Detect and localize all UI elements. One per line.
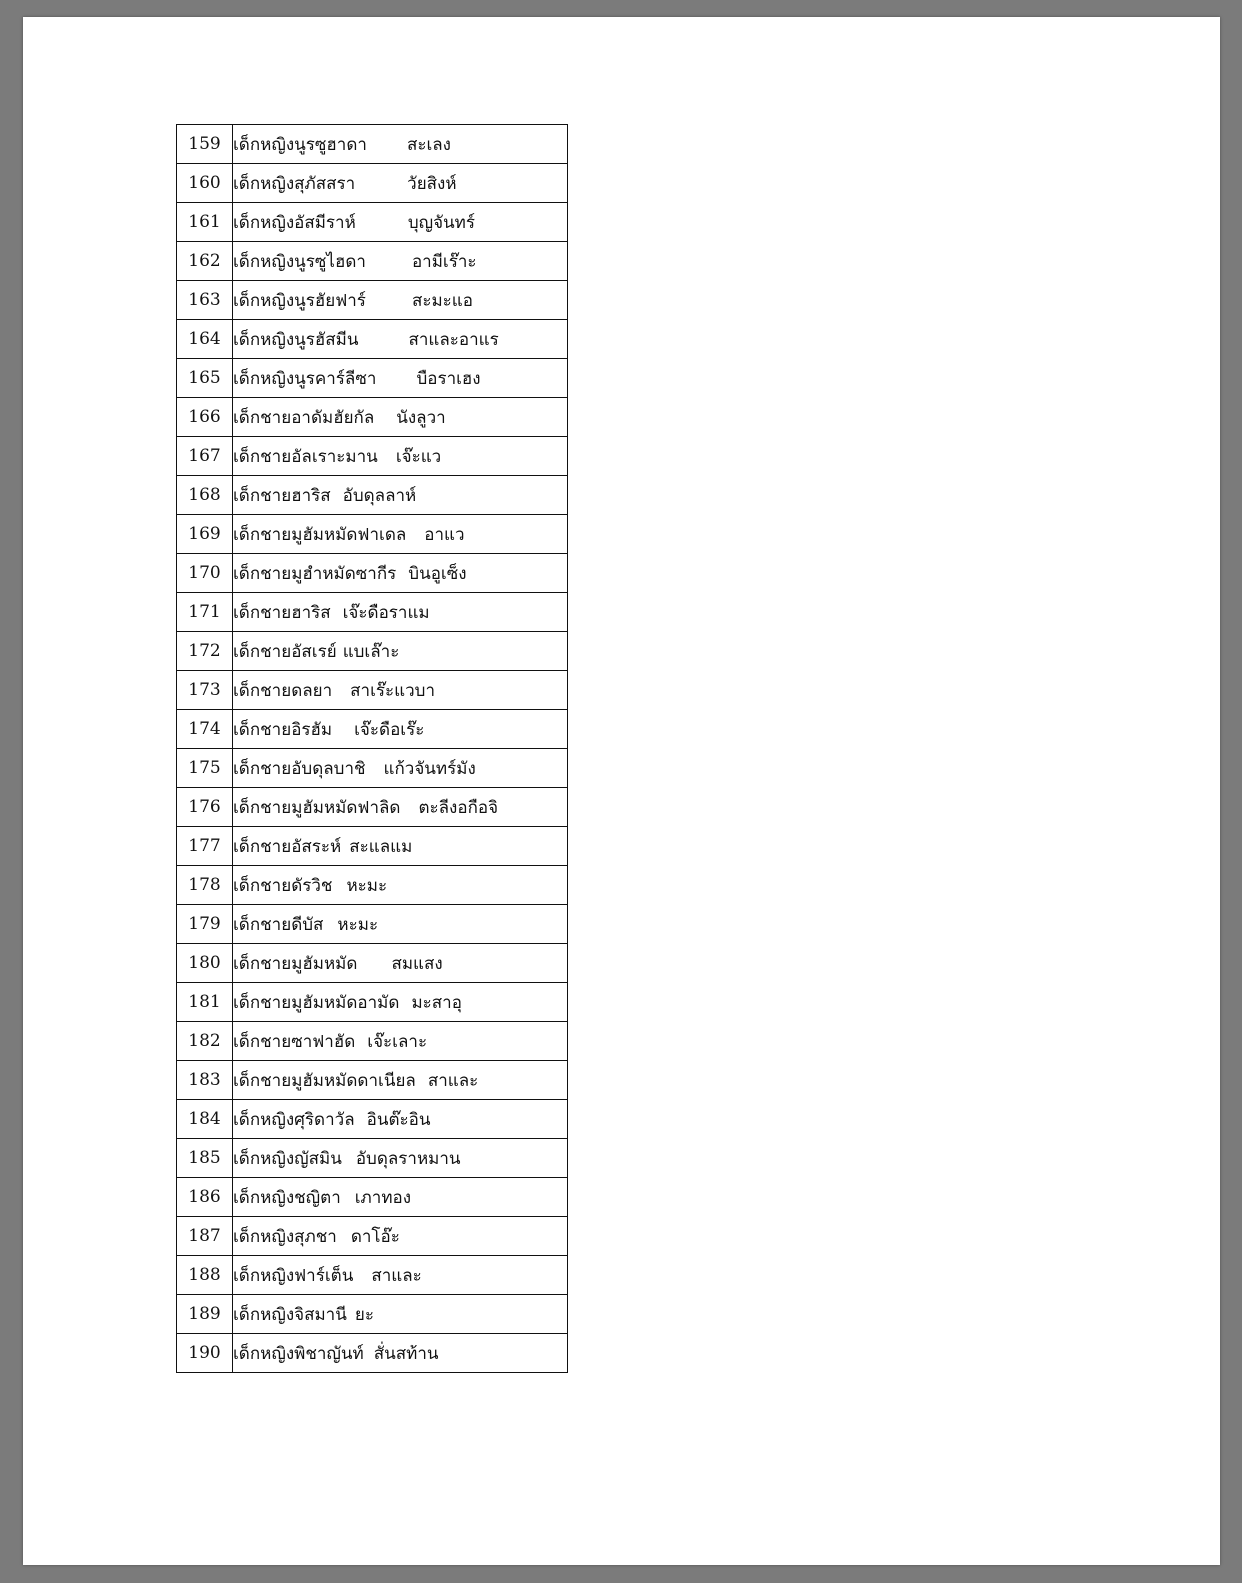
student-name-cell <box>233 710 568 749</box>
table-row <box>177 749 568 788</box>
last-name: เภาทอง <box>354 1187 412 1208</box>
student-name-cell <box>233 593 568 632</box>
first-name: เด็กชายมูฮัมหมัดดาเนียล <box>233 1070 416 1091</box>
row-number: 175 <box>177 749 233 788</box>
last-name: บือราเฮง <box>416 368 481 389</box>
row-number: 181 <box>177 983 233 1022</box>
table-row <box>177 359 568 398</box>
student-name-cell <box>233 1295 568 1334</box>
table-row <box>177 203 568 242</box>
table-row <box>177 983 568 1022</box>
row-number: 179 <box>177 905 233 944</box>
first-name: เด็กชายอับดุลบาชิ <box>233 758 366 779</box>
row-number: 160 <box>177 164 233 203</box>
first-name: เด็กหญิงนูรซูฮาดา <box>233 134 367 155</box>
last-name: สาเร๊ะแวบา <box>350 680 435 701</box>
first-name: เด็กหญิงจิสมานี <box>233 1304 347 1325</box>
table-row <box>177 1256 568 1295</box>
student-name-cell <box>233 164 568 203</box>
last-name: ตะลีงอกือจิ <box>418 797 499 818</box>
last-name: อามีเร๊าะ <box>411 251 477 272</box>
table-row <box>177 1100 568 1139</box>
last-name: สั่นสท้าน <box>373 1343 439 1364</box>
row-number: 184 <box>177 1100 233 1139</box>
row-number: 166 <box>177 398 233 437</box>
first-name: เด็กชายมูฮัมหมัด <box>233 953 358 974</box>
table-row <box>177 398 568 437</box>
student-name-cell <box>233 281 568 320</box>
table-row <box>177 710 568 749</box>
row-number: 172 <box>177 632 233 671</box>
first-name: เด็กชายอัสเรย์ <box>233 641 337 662</box>
table-row <box>177 671 568 710</box>
row-number: 168 <box>177 476 233 515</box>
student-name-cell <box>233 1334 568 1373</box>
row-number: 161 <box>177 203 233 242</box>
first-name: เด็กหญิงฟาร์เต็น <box>233 1265 354 1286</box>
first-name: เด็กชายมูฮัมหมัดอามัด <box>233 992 400 1013</box>
student-name-cell <box>233 1061 568 1100</box>
row-number: 162 <box>177 242 233 281</box>
student-name-cell <box>233 1178 568 1217</box>
row-number: 182 <box>177 1022 233 1061</box>
student-name-cell <box>233 125 568 164</box>
first-name: เด็กชายฮาริส <box>233 602 331 623</box>
table-row <box>177 1061 568 1100</box>
first-name: เด็กหญิงนูรคาร์ลีซา <box>233 368 377 389</box>
table-row <box>177 866 568 905</box>
table-row <box>177 1178 568 1217</box>
row-number: 173 <box>177 671 233 710</box>
student-name-cell <box>233 359 568 398</box>
table-row <box>177 242 568 281</box>
student-name-cell <box>233 827 568 866</box>
row-number: 167 <box>177 437 233 476</box>
last-name: หะมะ <box>337 914 379 935</box>
last-name: นังลูวา <box>396 407 446 428</box>
table-row <box>177 827 568 866</box>
student-name-cell <box>233 476 568 515</box>
student-name-cell <box>233 515 568 554</box>
table-row <box>177 944 568 983</box>
first-name: เด็กชายดลยา <box>233 680 333 701</box>
student-name-cell <box>233 1139 568 1178</box>
last-name: เจ๊ะดือราแม <box>342 602 430 623</box>
first-name: เด็กชายมูฮัมหมัดฟาเดล <box>233 524 407 545</box>
table-row <box>177 281 568 320</box>
row-number: 188 <box>177 1256 233 1295</box>
table-row <box>177 476 568 515</box>
last-name: สะแลแม <box>349 836 413 857</box>
row-number: 180 <box>177 944 233 983</box>
last-name: เจ๊ะแว <box>395 446 442 467</box>
row-number: 171 <box>177 593 233 632</box>
first-name: เด็กชายมูฮัมหมัดฟาลิด <box>233 797 401 818</box>
last-name: สะเลง <box>406 134 451 155</box>
student-name-cell <box>233 944 568 983</box>
last-name: เจ๊ะดือเร๊ะ <box>354 719 425 740</box>
student-name-cell <box>233 437 568 476</box>
student-name-cell <box>233 1022 568 1061</box>
last-name: สาและ <box>427 1070 479 1091</box>
table-row <box>177 125 568 164</box>
first-name: เด็กชายซาฟาฮัด <box>233 1031 356 1052</box>
last-name: อินต๊ะอิน <box>366 1109 431 1130</box>
row-number: 189 <box>177 1295 233 1334</box>
row-number: 187 <box>177 1217 233 1256</box>
last-name: อับดุลลาห์ <box>342 485 417 506</box>
row-number: 170 <box>177 554 233 593</box>
table-row <box>177 905 568 944</box>
student-name-cell <box>233 866 568 905</box>
last-name: วัยสิงห์ <box>407 173 457 194</box>
first-name: เด็กหญิงญัสมิน <box>233 1148 342 1169</box>
student-name-cell <box>233 554 568 593</box>
first-name: เด็กชายดัรวิช <box>233 875 333 896</box>
roster-body <box>177 125 568 1373</box>
last-name: แบเล๊าะ <box>342 641 400 662</box>
first-name: เด็กชายมูฮำหมัดซากีร <box>233 563 397 584</box>
first-name: เด็กชายอาดัมฮัยกัล <box>233 407 375 428</box>
first-name: เด็กชายอิรฮัม <box>233 719 333 740</box>
student-name-cell <box>233 788 568 827</box>
first-name: เด็กหญิงสุภชา <box>233 1226 337 1247</box>
row-number: 163 <box>177 281 233 320</box>
row-number: 177 <box>177 827 233 866</box>
document-page <box>23 17 1220 1565</box>
student-roster-table <box>176 124 568 1373</box>
first-name: เด็กหญิงนูรซูไฮดา <box>233 251 366 272</box>
first-name: เด็กหญิงชญิตา <box>233 1187 341 1208</box>
first-name: เด็กชายฮาริส <box>233 485 331 506</box>
table-row <box>177 1022 568 1061</box>
last-name: บินอูเซ็ง <box>408 563 467 584</box>
row-number: 185 <box>177 1139 233 1178</box>
student-name-cell <box>233 1217 568 1256</box>
student-name-cell <box>233 983 568 1022</box>
student-name-cell <box>233 671 568 710</box>
table-row <box>177 788 568 827</box>
last-name: อาแว <box>424 524 465 545</box>
table-row <box>177 1334 568 1373</box>
last-name: ยะ <box>354 1304 374 1325</box>
student-name-cell <box>233 1256 568 1295</box>
table-row <box>177 437 568 476</box>
student-name-cell <box>233 320 568 359</box>
student-name-cell <box>233 398 568 437</box>
table-row <box>177 1217 568 1256</box>
first-name: เด็กหญิงสุภัสสรา <box>233 173 356 194</box>
row-number: 176 <box>177 788 233 827</box>
table-row <box>177 515 568 554</box>
student-name-cell <box>233 632 568 671</box>
row-number: 174 <box>177 710 233 749</box>
student-name-cell <box>233 905 568 944</box>
last-name: สะมะแอ <box>411 290 473 311</box>
table-row <box>177 632 568 671</box>
last-name: สาและ <box>371 1265 422 1286</box>
last-name: เจ๊ะเลาะ <box>367 1031 428 1052</box>
row-number: 169 <box>177 515 233 554</box>
row-number: 183 <box>177 1061 233 1100</box>
first-name: เด็กหญิงศุริดาวัล <box>233 1109 355 1130</box>
student-name-cell <box>233 242 568 281</box>
student-name-cell <box>233 749 568 788</box>
last-name: มะสาอุ <box>411 992 462 1013</box>
row-number: 178 <box>177 866 233 905</box>
row-number: 159 <box>177 125 233 164</box>
last-name: แก้วจันทร์มัง <box>383 758 476 779</box>
first-name: เด็กชายอัลเราะมาน <box>233 446 378 467</box>
row-number: 164 <box>177 320 233 359</box>
student-name-cell <box>233 1100 568 1139</box>
last-name: ดาโอ๊ะ <box>350 1226 400 1247</box>
first-name: เด็กหญิงนูรฮัยฟาร์ <box>233 290 366 311</box>
table-row <box>177 1295 568 1334</box>
row-number: 186 <box>177 1178 233 1217</box>
table-row <box>177 1139 568 1178</box>
table-row <box>177 164 568 203</box>
first-name: เด็กชายดีบัส <box>233 914 324 935</box>
last-name: อับดุลราหมาน <box>355 1148 461 1169</box>
row-number: 165 <box>177 359 233 398</box>
first-name: เด็กหญิงอัสมีราห์ <box>233 212 356 233</box>
first-name: เด็กชายอัสระห์ <box>233 836 342 857</box>
last-name: บุญจันทร์ <box>407 212 476 233</box>
table-row <box>177 554 568 593</box>
last-name: สมแสง <box>391 953 443 974</box>
last-name: สาและอาแร <box>408 329 499 350</box>
first-name: เด็กหญิงนูรฮัสมีน <box>233 329 359 350</box>
table-row <box>177 593 568 632</box>
student-name-cell <box>233 203 568 242</box>
row-number: 190 <box>177 1334 233 1373</box>
table-row <box>177 320 568 359</box>
first-name: เด็กหญิงพิชาญันท์ <box>233 1343 364 1364</box>
last-name: หะมะ <box>346 875 388 896</box>
